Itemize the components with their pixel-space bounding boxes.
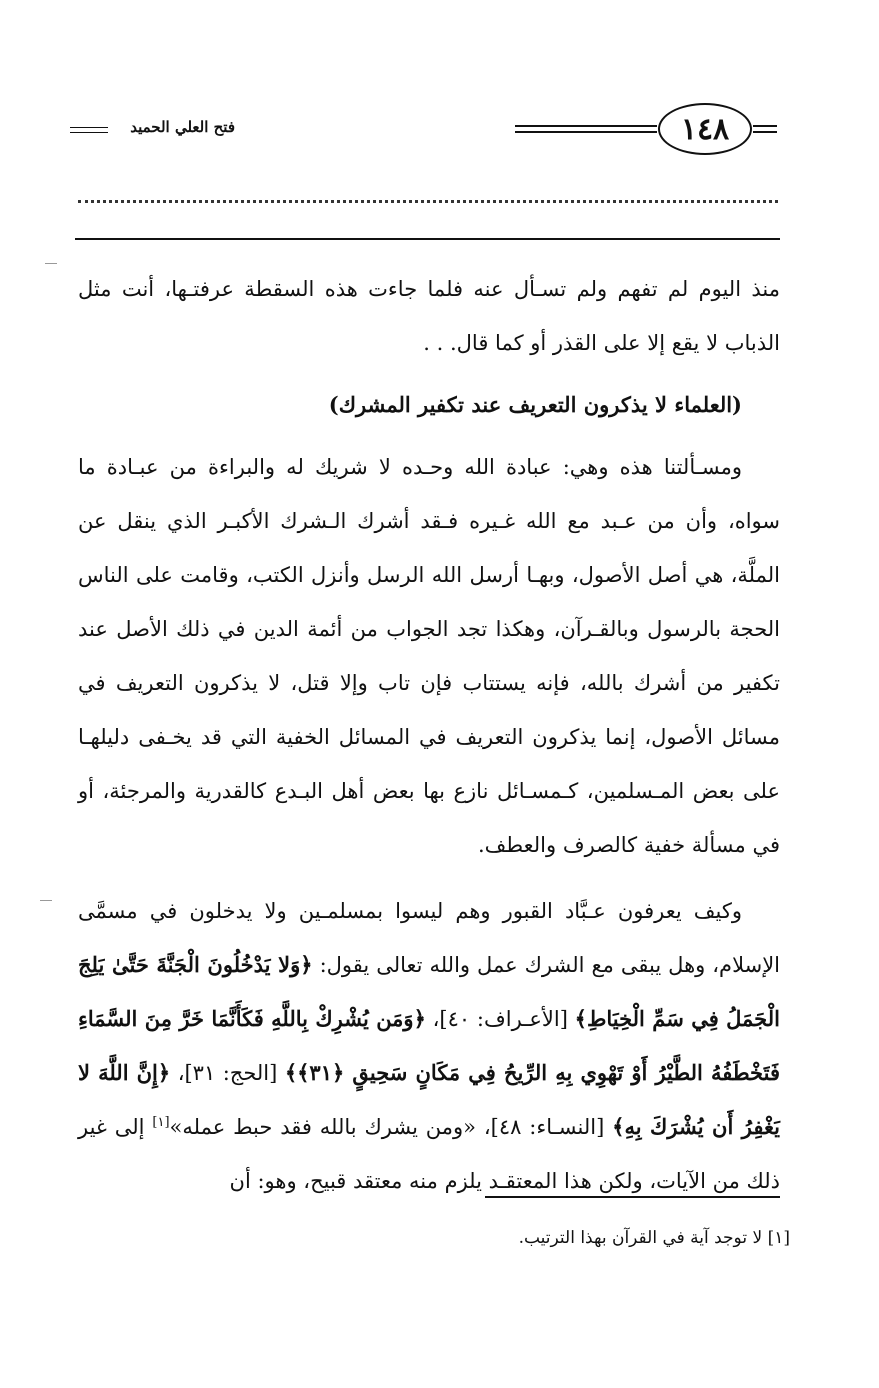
footnote-text: لا توجد آية في القرآن بهذا الترتيب. xyxy=(518,1228,763,1248)
verse-reference-2: [الحج: ٣١]، xyxy=(177,1061,278,1085)
header-rule-right-upper xyxy=(753,125,777,127)
header-rule-upper xyxy=(515,125,657,127)
margin-mark xyxy=(40,900,52,901)
paragraph-2: ومسـألتنا هذه وهي: عبادة الله وحـده لا شريك له والبراءة من عبـادة ما سواه، وأن من عـبد مع الله غـيره فـقد أشرك الـشرك الأكبـر الذي ينقل عن الملَّة، هي أصل الأصول، وبهـا أرسل الله الرسل وأنزل الكتب، وقامت على الناس الحجة بالرسول وبالقـرآن، وهكذا تجد الجواب من أئمة الدين في ذلك الأصل عند تكفير من أشرك بالله، فإنه يستتاب فإن تاب وإلا قتل، لا يذكرون التعريف في مسائل الأصول، إنما يذكرون التعريف في المسائل الخفية التي قد يخـفى دليلهـا على بعض المـسلمين، كـمسـائل نازع بها بعض أهل البـدع كالقدرية والمرجئة، أو في مسألة خفية كالصرف والعطف. xyxy=(78,455,780,857)
body-text xyxy=(78,262,780,1208)
margin-mark xyxy=(45,263,57,264)
section-heading: (العلماء لا يذكرون التعريف عند تكفير المشرك) xyxy=(328,392,742,417)
dotted-separator xyxy=(78,200,778,203)
paragraph-1: منذ اليوم لم تفهم ولم تسـأل عنه فلما جاءت هذه السقطة عرفتـها، أنت مثل الذباب لا يقع إلا على القذر أو كما قال. . . xyxy=(78,277,780,355)
verse-reference-1: [الأعـراف: ٤٠]، xyxy=(432,1007,568,1031)
header-rule-lower xyxy=(515,131,657,133)
paragraph-3-continuation: إلى غير ذلك من الآيات، ولكن هذا المعتقـد يلزم منه معتقد قبيح، وهو: أن xyxy=(78,1115,780,1193)
running-title: فتح العلي الحميد xyxy=(130,118,235,136)
paragraph-3 xyxy=(78,884,780,1208)
footnote-marker: [١] xyxy=(767,1228,790,1248)
quran-verse-3: ﴿إِنَّ اللَّهَ لا يَغْفِرُ أَن يُشْرَكَ بِهِ﴾ xyxy=(78,1060,780,1139)
quoted-text: «ومن يشرك بالله فقد حبط عمله» xyxy=(169,1115,477,1139)
quran-verse-2: ﴿وَمَن يُشْرِكْ بِاللَّهِ فَكَأَنَّمَا خَرَّ مِنَ السَّمَاءِ فَتَخْطَفُهُ الطَّيْرُ أَوْ تَهْوِي بِهِ الرِّيحُ فِي مَكَانٍ سَحِيقٍ ﴿٣١﴾﴾ xyxy=(78,1006,780,1085)
footnote-rule xyxy=(485,1196,780,1198)
quran-verse-1: ﴿وَلا يَدْخُلُونَ الْجَنَّةَ حَتَّىٰ يَلِجَ الْجَمَلُ فِي سَمِّ الْخِيَاطِ﴾ xyxy=(78,952,780,1031)
footnote-reference: [١] xyxy=(152,1115,170,1130)
top-rule xyxy=(75,238,780,240)
title-rule-upper xyxy=(70,127,108,128)
paragraph-3-intro: وكيف يعرفون عـبَّاد القبور وهم ليسوا بمسلمـين ولا يدخلون في مسمَّى الإسلام، وهل يبقى مع الشرك عمل والله تعالى يقول: xyxy=(78,899,781,977)
page-number: ١٤٨ xyxy=(658,103,752,155)
header-rule-right-lower xyxy=(753,131,777,133)
footnote xyxy=(300,1225,790,1251)
title-rule-lower xyxy=(70,132,108,133)
verse-reference-3: [النسـاء: ٤٨]، xyxy=(483,1115,605,1139)
